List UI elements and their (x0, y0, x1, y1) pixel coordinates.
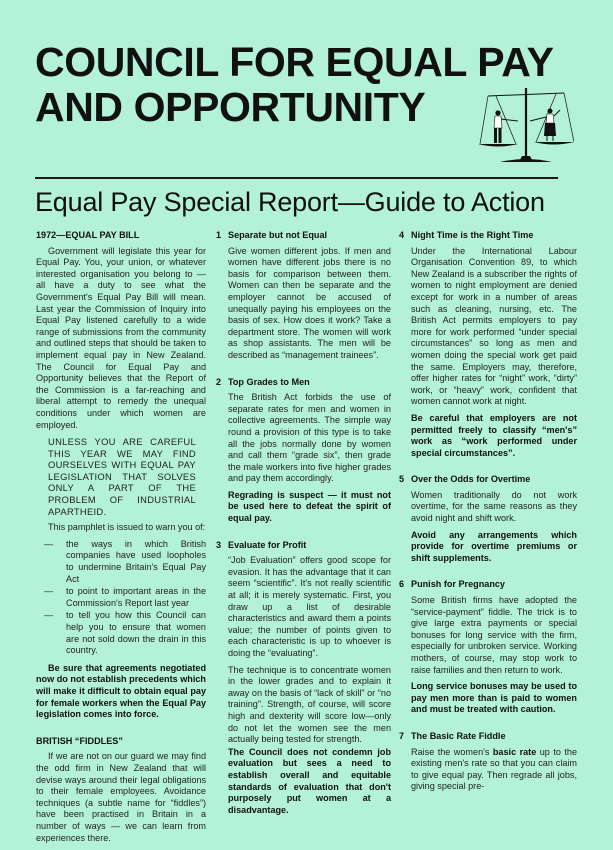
fiddle-item-1 (216, 230, 391, 362)
item-body: Some British firms have adopted the “service-payment” fiddle. The trick is to give large extra payments or special bonuses for long service with the firm, especially for unbroken service. Working mothers, of course, may stop work to raise families and then return to work. (411, 595, 577, 675)
item-title: Night Time is the Right Time (411, 230, 534, 240)
header-divider (35, 177, 558, 179)
item-body-continued: The technique is to concentrate women in the lower grades and to explain it away on the basis of “lack of skill” or “no training”. Strength, of course, will score high and dexterity will score low—only do not let the women see the men actually being tested for strength. (228, 664, 391, 745)
item-number: 6 (399, 579, 405, 590)
item-warning: Regrading is suspect — it must not be used here to defeat the spirit of equal pay. (228, 489, 391, 524)
item-body: Give women different jobs. If men and women have different jobs there is no basis for comparison between them. Women can then be separate and the employer cannot be accused of unequally paying his employees on the basis of sex. How does it work? Take a department store. The women will work as shop assistants. The men will be described as “management trainees”. (228, 245, 391, 360)
item-warning: Long service bonuses may be used to pay men more than is paid to women and must be treated with caution. (411, 681, 577, 715)
item-title: The Basic Rate Fiddle (411, 730, 506, 741)
agreements-warning: Be sure that agreements negotiated now do not establish precedents which will make it difficult to obtain equal pay for female workers when the Equal Pay legislation comes into force. (36, 662, 206, 720)
section-heading-equal-pay-bill: 1972—EQUAL PAY BILL (36, 230, 140, 240)
item-heading (399, 731, 577, 743)
middle-column (216, 230, 391, 821)
item-heading (216, 230, 391, 242)
item-body: “Job Evaluation” offers good scope for evasion. It has the advantage that it can seem “scientific”. It's not really scientific at all; it is merely systematic. First, you draw up a list of desirable characteristics and award them a points value; the number of points given to each characteristic is up to whoever is doing the “evaluating”. (228, 555, 391, 658)
masthead-line-1: COUNCIL FOR EQUAL PAY (35, 39, 554, 85)
item-title: Over the Odds for Overtime (411, 474, 531, 485)
intro-paragraph: Government will legislate this year for Equal Pay. You, your union, or whatever interested organisation you belong to — all have a duty to see what the Government's Equal Pay Bill will mean. Last year the Commission of Inquiry into Equal Pay listened carefully to a wide range of submissions from the community and outlined steps that should be taken to implement equal pay in New Zealand. The Council for Equal Pay and Opportunity believes that the Report of the Commission is a far-reaching and liberal attempt to remedy the unequal conditions under which women are employed. (36, 245, 206, 430)
basic-rate-emphasis: basic rate (492, 746, 537, 757)
item-heading (399, 474, 577, 486)
masthead-title (35, 40, 554, 130)
purpose-list-item: — to tell you how this Council can help you to ensure that women are not sold down the drain in this country. (36, 610, 206, 656)
pamphlet-purpose: This pamphlet is issued to warn you of: (48, 522, 206, 533)
item-number: 4 (399, 230, 405, 240)
british-fiddles-paragraph: If we are not on our guard we may find the odd firm in New Zealand that will devise ways around their legal obligations to their female employees. Avoidance techniques (a subtle name for “fiddles”) have been practised in Britain in a number of ways — we can learn from experiences there. (36, 751, 206, 843)
item-heading (399, 579, 577, 591)
item-title: Evaluate for Profit (228, 539, 307, 550)
fiddle-item-6 (399, 579, 577, 716)
left-column (36, 230, 206, 849)
item-number: 5 (399, 474, 405, 485)
item-number: 3 (216, 539, 222, 550)
fiddle-item-7 (399, 731, 577, 793)
item-title: Separate but not Equal (228, 230, 328, 240)
scales-of-justice-icon (478, 86, 574, 166)
item-warning: The Council does not condemn job evaluation but sees a need to establish overall and equitable standards of evaluation that don't purposely put women at a disadvantage. (228, 746, 391, 815)
item-title: Punish for Pregnancy (411, 579, 505, 590)
caps-warning: UNLESS YOU ARE CAREFUL THIS YEAR WE MAY FIND OURSELVES WITH EQUAL PAY LEGISLATION THAT SOLVES ONLY A PART OF THE PROBLEM OF INDUSTRIAL APARTHEID. (48, 436, 196, 517)
fiddle-item-3 (216, 540, 391, 817)
masthead-line-2: AND OPPORTUNITY (35, 84, 426, 130)
item-heading (399, 230, 577, 242)
fiddle-item-4 (399, 230, 577, 459)
section-heading-british-fiddles: BRITISH “FIDDLES” (36, 735, 123, 746)
purpose-list-item: — to point to important areas in the Commission's Report last year (36, 586, 206, 609)
item-warning: Avoid any arrangements which provide for overtime premiums or shift supplements. (411, 529, 577, 563)
item-number: 1 (216, 230, 222, 240)
purpose-list-item: — the ways in which British companies have used loopholes to undermine Britain's Equal Pay Act (36, 539, 206, 585)
report-subtitle: Equal Pay Special Report—Guide to Action (35, 187, 545, 217)
item-body: Raise the women's basic rate up to the existing men's rate so that you can claim to give equal pay. Then regrade all jobs, giving special pre- (411, 746, 578, 792)
item-body: The British Act forbids the use of separate rates for men and women in collective agreements. The simple way round a provision of this type is to take all the jobs normally done by women and call them “grade six”, then grade the male workers into five higher grades and pay them accordingly. (228, 392, 391, 484)
item-heading (216, 540, 391, 552)
item-heading (216, 377, 391, 389)
item-body: Under the International Labour Organisation Convention 89, to which New Zealand is a subscriber the rights of women to night employment are denied except for work in a number of areas such as cleaning, nursing, etc. The British Act permits employers to pay more for work performed “under special circumstances” so long as men and women doing the special work get paid the same. Employers may, therefore, offer higher rates for “night” work, “dirty” work, or “heavy” work, confident that women cannot work at night. (411, 245, 577, 407)
item-number: 2 (216, 376, 222, 387)
item-number: 7 (399, 730, 405, 741)
purpose-list (36, 539, 206, 657)
item-warning: Be careful that employers are not permitted freely to classify “men's” work as “work performed under special circumstances”. (411, 412, 577, 458)
fiddle-item-5 (399, 474, 577, 564)
fiddle-item-2 (216, 377, 391, 525)
right-column (399, 230, 577, 798)
item-title: Top Grades to Men (228, 376, 310, 387)
item-body: Women traditionally do not work overtime, for the same reasons as they avoid night and shift work. (411, 489, 577, 524)
